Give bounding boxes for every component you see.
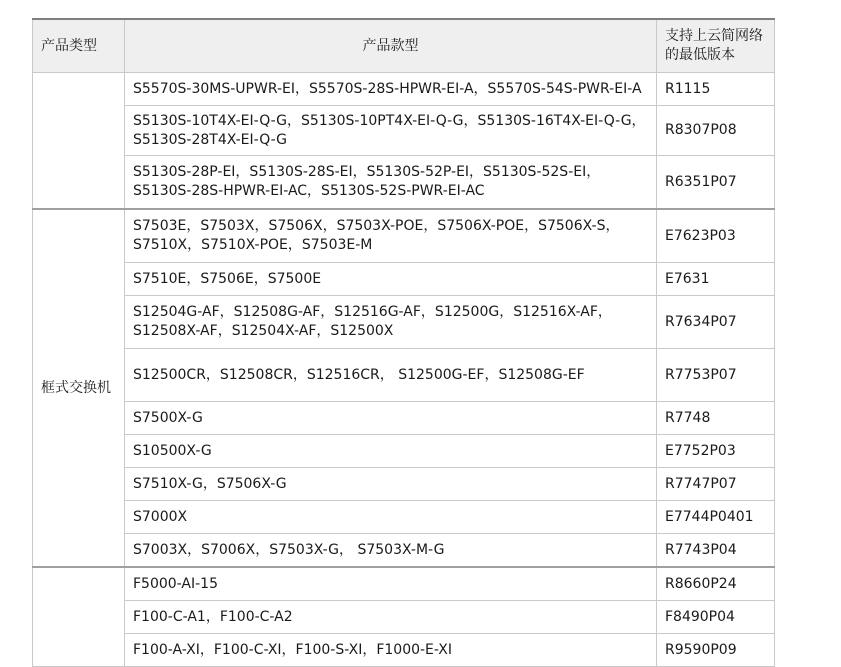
version-cell: F8490P04 (657, 601, 775, 634)
table-row (33, 73, 775, 106)
product-version-table (32, 18, 775, 667)
table-row (33, 106, 775, 156)
header-min-version: 支持上云简网络的最低版本 (657, 19, 775, 73)
model-cell: S5130S-10T4X-EI-Q-G，S5130S-10PT4X-EI-Q-G，S5130S-16T4X-EI-Q-G，S5130S-28T4X-EI-Q-G (125, 106, 657, 156)
version-cell: R1115 (657, 73, 775, 106)
header-row (33, 19, 775, 73)
version-cell: R8660P24 (657, 567, 775, 601)
model-cell: S7503E，S7503X，S7506X，S7503X-POE，S7506X-POE，S7506X-S，S7510X，S7510X-POE，S7503E-M (125, 209, 657, 263)
table-row (33, 402, 775, 435)
model-cell: F100-C-A1，F100-C-A2 (125, 601, 657, 634)
table-row (33, 209, 775, 263)
model-cell: S5570S-30MS-UPWR-EI，S5570S-28S-HPWR-EI-A，S5570S-54S-PWR-EI-A (125, 73, 657, 106)
model-cell: S10500X-G (125, 435, 657, 468)
model-cell: S7510X-G，S7506X-G (125, 468, 657, 501)
table-row (33, 349, 775, 402)
version-cell: R7748 (657, 402, 775, 435)
header-product-model: 产品款型 (125, 19, 657, 73)
table-row (33, 567, 775, 601)
header-product-type: 产品类型 (33, 19, 125, 73)
model-cell: S12500CR，S12508CR，S12516CR， S12500G-EF，S12508G-EF (125, 349, 657, 402)
table-row (33, 468, 775, 501)
version-cell: E7744P0401 (657, 501, 775, 534)
model-cell: S7000X (125, 501, 657, 534)
version-cell: E7631 (657, 263, 775, 296)
version-cell: R9590P09 (657, 634, 775, 667)
version-cell: E7623P03 (657, 209, 775, 263)
version-cell: R7753P07 (657, 349, 775, 402)
version-cell: E7752P03 (657, 435, 775, 468)
version-cell: R7743P04 (657, 534, 775, 568)
table-row (33, 296, 775, 349)
model-cell: S12504G-AF，S12508G-AF，S12516G-AF，S12500G，S12516X-AF，S12508X-AF，S12504X-AF，S12500X (125, 296, 657, 349)
product-type-cell: 框式交换机 (33, 209, 125, 567)
model-cell: S5130S-28P-EI，S5130S-28S-EI，S5130S-52P-EI，S5130S-52S-EI，S5130S-28S-HPWR-EI-AC，S5130S-52S-PWR-EI-AC (125, 156, 657, 210)
model-cell: F5000-AI-15 (125, 567, 657, 601)
version-cell: R8307P08 (657, 106, 775, 156)
version-cell: R7747P07 (657, 468, 775, 501)
table-row (33, 601, 775, 634)
table-row (33, 263, 775, 296)
model-cell: S7003X，S7006X，S7503X-G， S7503X-M-G (125, 534, 657, 568)
table-row (33, 634, 775, 667)
product-type-cell (33, 567, 125, 667)
table-row (33, 435, 775, 468)
table-row (33, 156, 775, 210)
model-cell: S7510E，S7506E，S7500E (125, 263, 657, 296)
product-type-cell (33, 73, 125, 210)
table-row (33, 534, 775, 568)
table-row (33, 501, 775, 534)
version-cell: R6351P07 (657, 156, 775, 210)
model-cell: F100-A-XI，F100-C-XI，F100-S-XI，F1000-E-XI (125, 634, 657, 667)
version-cell: R7634P07 (657, 296, 775, 349)
model-cell: S7500X-G (125, 402, 657, 435)
